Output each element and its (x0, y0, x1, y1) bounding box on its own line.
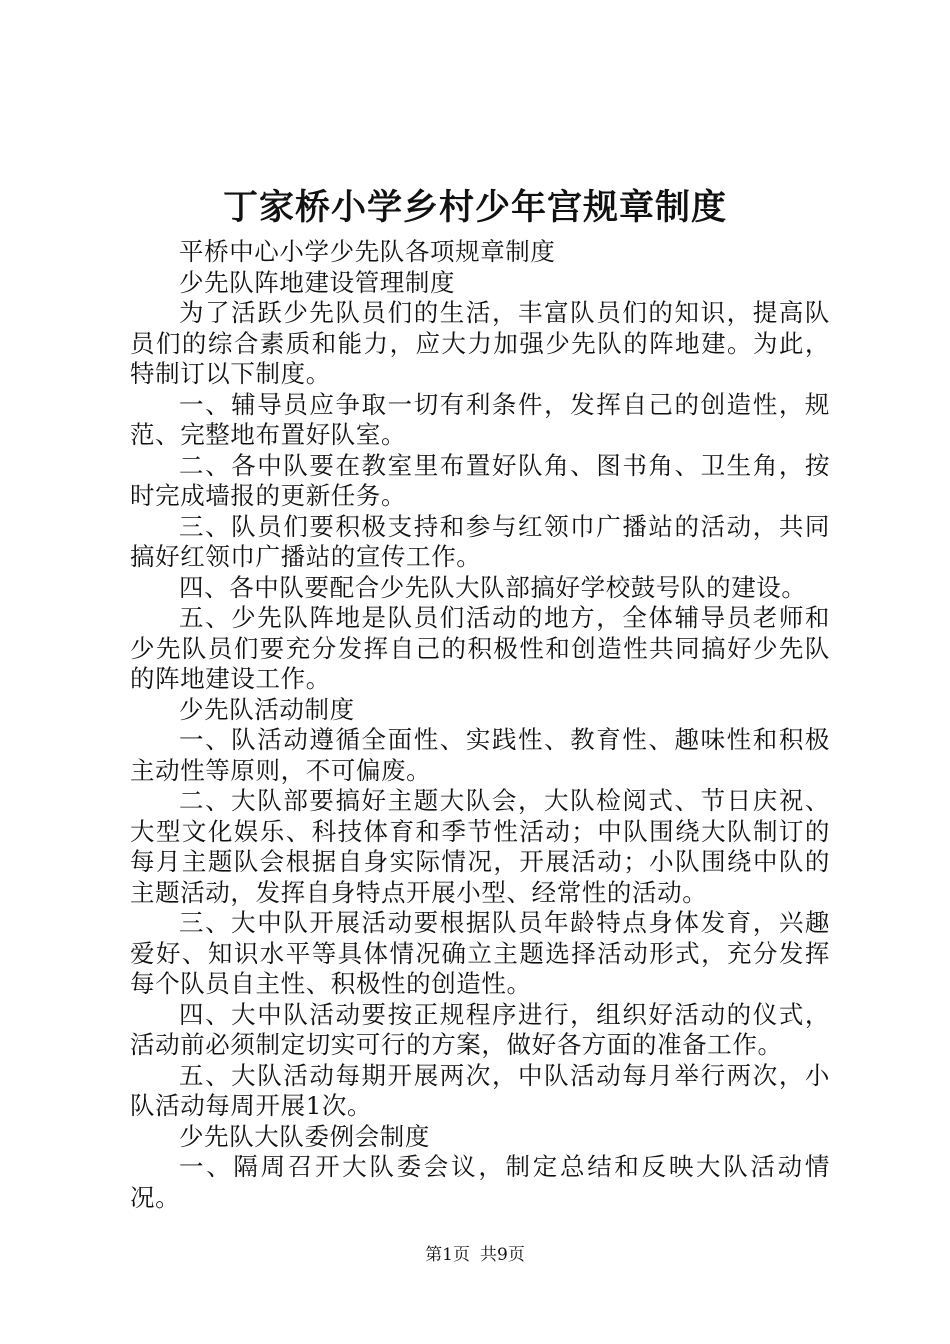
paragraph: 五、少先队阵地是队员们活动的地方，全体辅导员老师和少先队员们要充分发挥自己的积极性和创造性共同搞好少先队的阵地建设工作。 (130, 603, 830, 693)
paragraph: 少先队活动制度 (179, 694, 355, 724)
paragraph: 三、队员们要积极支持和参与红领巾广播站的活动，共同搞好红领巾广播站的宣传工作。 (130, 511, 830, 571)
page-total: 共9页 (480, 1245, 525, 1265)
paragraph: 二、大队部要搞好主题大队会，大队检阅式、节日庆祝、大型文化娱乐、科技体育和季节性活动；中队围绕大队制订的每月主题队会根据自身实际情况，开展活动；小队围绕中队的主题活动，发挥自身特点开展小型、经常性的活动。 (130, 786, 830, 907)
paragraph: 为了活跃少先队员们的生活，丰富队员们的知识，提高队员们的综合素质和能力，应大力加强少先队的阵地建。为此，特制订以下制度。 (130, 298, 830, 388)
paragraph: 一、辅导员应争取一切有利条件，发挥自己的创造性，规范、完整地布置好队室。 (130, 389, 830, 449)
paragraph: 少先队阵地建设管理制度 (179, 267, 456, 297)
paragraph: 三、大中队开展活动要根据队员年龄特点身体发育，兴趣爱好、知识水平等具体情况确立主题选择活动形式，充分发挥每个队员自主性、积极性的创造性。 (130, 908, 830, 998)
paragraph: 一、队活动遵循全面性、实践性、教育性、趣味性和积极主动性等原则，不可偏废。 (130, 725, 830, 785)
document-body (130, 237, 830, 1213)
paragraph: 四、大中队活动要按正规程序进行，组织好活动的仪式，活动前必须制定切实可行的方案，做好各方面的准备工作。 (130, 999, 830, 1059)
page-number: 第1页 (425, 1245, 470, 1265)
document-title: 丁家桥小学乡村少年宫规章制度 (222, 187, 727, 228)
paragraph: 二、各中队要在教室里布置好队角、图书角、卫生角，按时完成墙报的更新任务。 (130, 450, 830, 510)
paragraph: 五、大队活动每期开展两次，中队活动每月举行两次，小队活动每周开展1次。 (130, 1060, 830, 1120)
paragraph: 平桥中心小学少先队各项规章制度 (179, 237, 556, 266)
page-footer (0, 1244, 950, 1266)
paragraph: 一、隔周召开大队委会议，制定总结和反映大队活动情况。 (130, 1152, 830, 1212)
paragraph: 少先队大队委例会制度 (179, 1121, 430, 1151)
paragraph: 四、各中队要配合少先队大队部搞好学校鼓号队的建设。 (179, 572, 807, 602)
